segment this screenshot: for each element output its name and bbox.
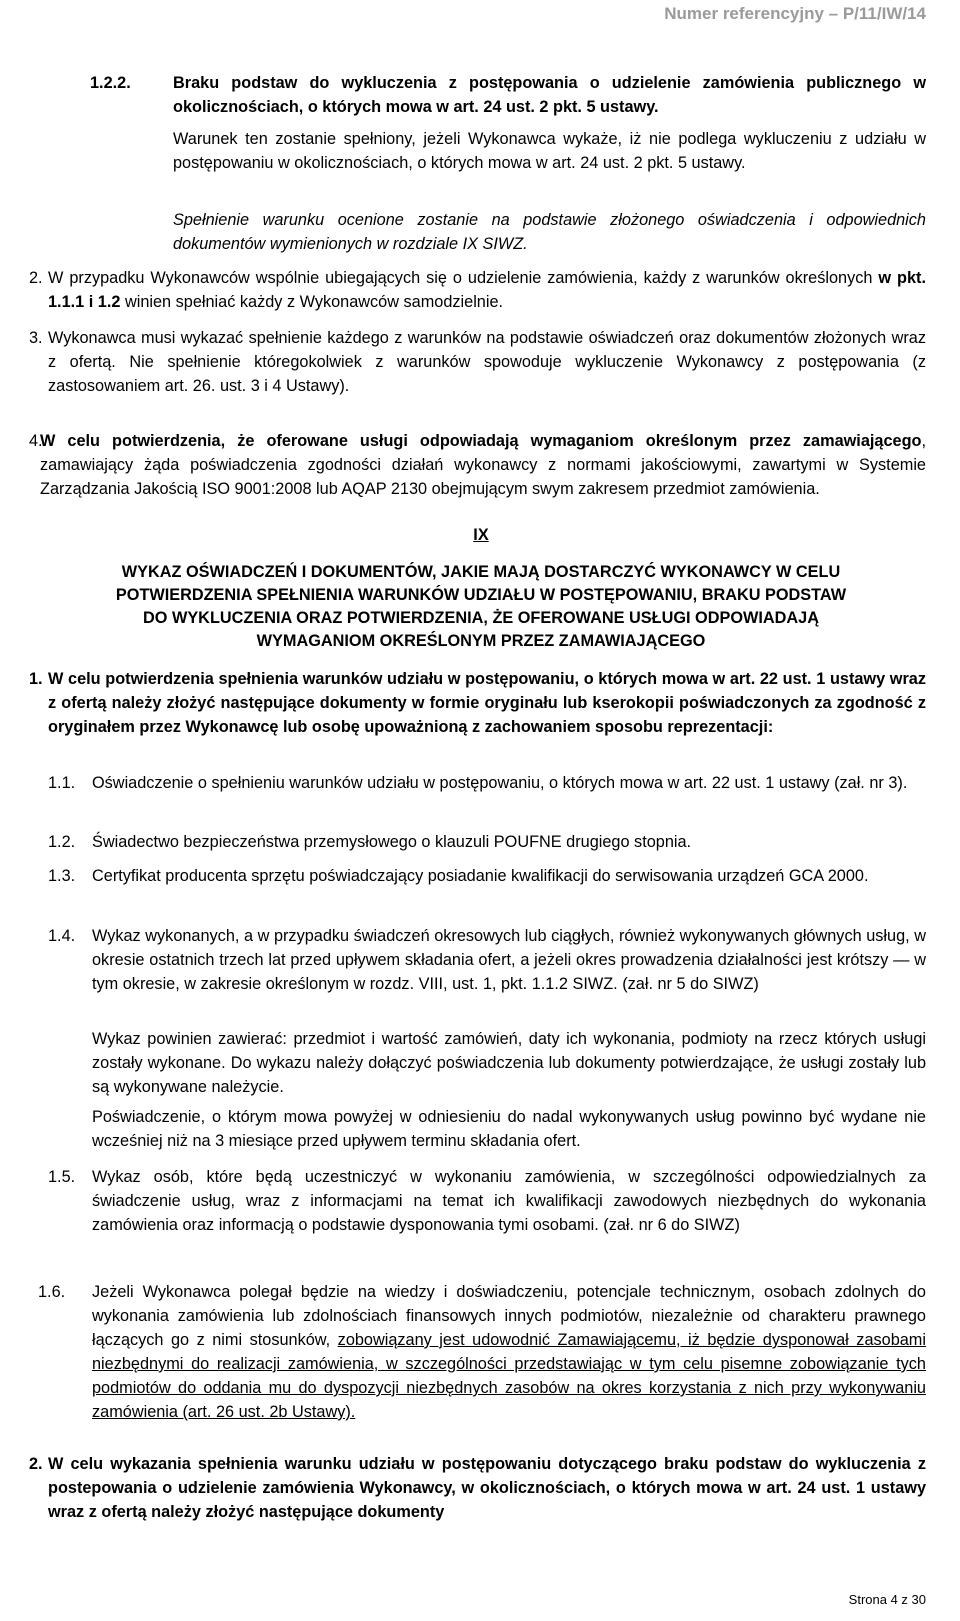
paragraph: Warunek ten zostanie spełniony, jeżeli Wykonawca wykaże, iż nie podlega wykluczeniu z udziału w postępowaniu w okolicznościach, o których mowa w art. 24 ust. 2 pkt. 5 ustawy. <box>173 130 926 172</box>
chapter-title: WYKAZ OŚWIADCZEŃ I DOKUMENTÓW, JAKIE MAJĄ DOSTARCZYĆ WYKONAWCY W CELU <box>121 563 841 581</box>
item-number: 1. <box>29 670 43 688</box>
section-number: 1.2.2. <box>90 74 131 92</box>
paragraph: W celu potwierdzenia, że oferowane usługi odpowiadają wymaganiom określonym przez zamawiającego, zamawiający żąda poświadczenia zgodności działań wykonawcy z normami jakościowymi, zawartymi w Systemie Zarządzania Jakością ISO 9001:2008 lub AQAP 2130 obejmującym swym zakresem przedmiot zamówienia. <box>40 432 926 498</box>
item-number: 1.3. <box>48 867 76 885</box>
paragraph: Poświadczenie, o którym mowa powyżej w odniesieniu do nadal wykonywanych usług powinno być wydane nie wcześniej niż na 3 miesiące przed upływem terminu składania ofert. <box>92 1108 926 1150</box>
item-number: 1.4. <box>48 927 76 945</box>
item-number: 4. <box>29 432 43 450</box>
list-item: Oświadczenie o spełnieniu warunków udziału w postępowaniu, o których mowa w art. 22 ust. 1 ustawy (zał. nr 3). <box>92 774 908 792</box>
item-number: 1.1. <box>48 774 76 792</box>
chapter-title: WYMAGANIOM OKREŚLONYM PRZEZ ZAMAWIAJĄCEGO <box>256 632 706 650</box>
paragraph: Wykonawca musi wykazać spełnienie każdego z warunków na podstawie oświadczeń oraz dokumentów złożonych wraz z ofertą. Nie spełnienie któregokolwiek z warunków spowoduje wykluczenie Wykonawcy z postępowania (z zastosowaniem art. 26. ust. 3 i 4 Ustawy). <box>48 329 926 395</box>
item-number: 1.6. <box>38 1283 66 1301</box>
chapter-number: IX <box>473 526 489 544</box>
section-title: Braku podstaw do wykluczenia z postępowania o udzielenie zamówienia publicznego w okolicznościach, o których mowa w art. 24 ust. 2 pkt. 5 ustawy. <box>173 74 926 116</box>
paragraph: W celu potwierdzenia spełnienia warunków udziału w postępowaniu, o których mowa w art. 22 ust. 1 ustawy wraz z ofertą należy złożyć następujące dokumenty w formie oryginału lub kserokopii poświadczonych za zgodność z oryginałem przez Wykonawcę lub osobę upoważnioną z zachowaniem sposobu reprezentacji: <box>48 670 926 736</box>
item-number: 2. <box>29 269 43 287</box>
item-number: 3. <box>29 329 43 347</box>
list-item: Certyfikat producenta sprzętu poświadczający posiadanie kwalifikacji do serwisowania urządzeń GCA 2000. <box>92 867 869 885</box>
paragraph: Wykaz powinien zawierać: przedmiot i wartość zamówień, daty ich wykonania, podmioty na rzecz których usługi zostały wykonane. Do wykazu należy dołączyć poświadczenia lub dokumenty potwierdzające, że usługi zostały lub są wykonywane należycie. <box>92 1030 926 1096</box>
chapter-title: DO WYKLUCZENIA ORAZ POTWIERDZENIA, ŻE OFEROWANE USŁUGI ODPOWIADAJĄ <box>143 609 819 627</box>
item-number: 2. <box>29 1455 43 1473</box>
reference-number: Numer referencyjny – P/11/IW/14 <box>664 4 926 23</box>
paragraph: W przypadku Wykonawców wspólnie ubiegających się o udzielenie zamówienia, każdy z warunków określonych w pkt. 1.1.1 i 1.2 winien spełniać każdy z Wykonawców samodzielnie. <box>48 269 927 311</box>
list-item: Wykaz osób, które będą uczestniczyć w wykonaniu zamówienia, w szczególności odpowiedzialnych za świadczenie usług, wraz z informacjami na temat ich kwalifikacji zawodowych niezbędnych do wykonania zamówienia oraz informacją o podstawie dysponowania tymi osobami. (zał. nr 6 do SIWZ) <box>92 1168 926 1234</box>
page-number: Strona 4 z 30 <box>848 1592 926 1607</box>
list-item: Świadectwo bezpieczeństwa przemysłowego o klauzuli POUFNE drugiego stopnia. <box>92 833 692 851</box>
list-item: Wykaz wykonanych, a w przypadku świadczeń okresowych lub ciągłych, również wykonywanych głównych usług, w okresie ostatnich trzech lat przed upływem składania ofert, a jeżeli okres prowadzenia działalności jest krótszy — w tym okresie, w zakresie określonym w rozdz. VIII, ust. 1, pkt. 1.1.2 SIWZ. (zał. nr 5 do SIWZ) <box>92 927 926 993</box>
item-number: 1.5. <box>48 1168 76 1186</box>
paragraph-note: Spełnienie warunku ocenione zostanie na podstawie złożonego oświadczenia i odpowiednich dokumentów wymienionych w rozdziale IX SIWZ. <box>173 211 926 253</box>
list-item: Jeżeli Wykonawca polegał będzie na wiedzy i doświadczeniu, potencjale technicznym, osobach zdolnych do wykonania zamówienia lub zdolnościach finansowych innych podmiotów, niezależnie od charakteru prawnego łączących go z nimi stosunków, zobowiązany jest udowodnić Zamawiającemu, iż będzie dysponował zasobami niezbędnymi do realizacji zamówienia, w szczególności przedstawiając w tym celu pisemne zobowiązanie tych podmiotów do oddania mu do dyspozycji niezbędnych zasobów na okres korzystania z nich przy wykonywaniu zamówienia (art. 26 ust. 2b Ustawy). <box>92 1283 926 1421</box>
paragraph: W celu wykazania spełnienia warunku udziału w postępowaniu dotyczącego braku podstaw do wykluczenia z postepowania o udzielenie zamówienia Wykonawcy, w okolicznościach, o których mowa w art. 24 ust. 1 ustawy wraz z ofertą należy złożyć następujące dokumenty <box>48 1455 926 1521</box>
chapter-title: POTWIERDZENIA SPEŁNIENIA WARUNKÓW UDZIAŁU W POSTĘPOWANIU, BRAKU PODSTAW <box>115 586 847 604</box>
item-number: 1.2. <box>48 833 76 851</box>
